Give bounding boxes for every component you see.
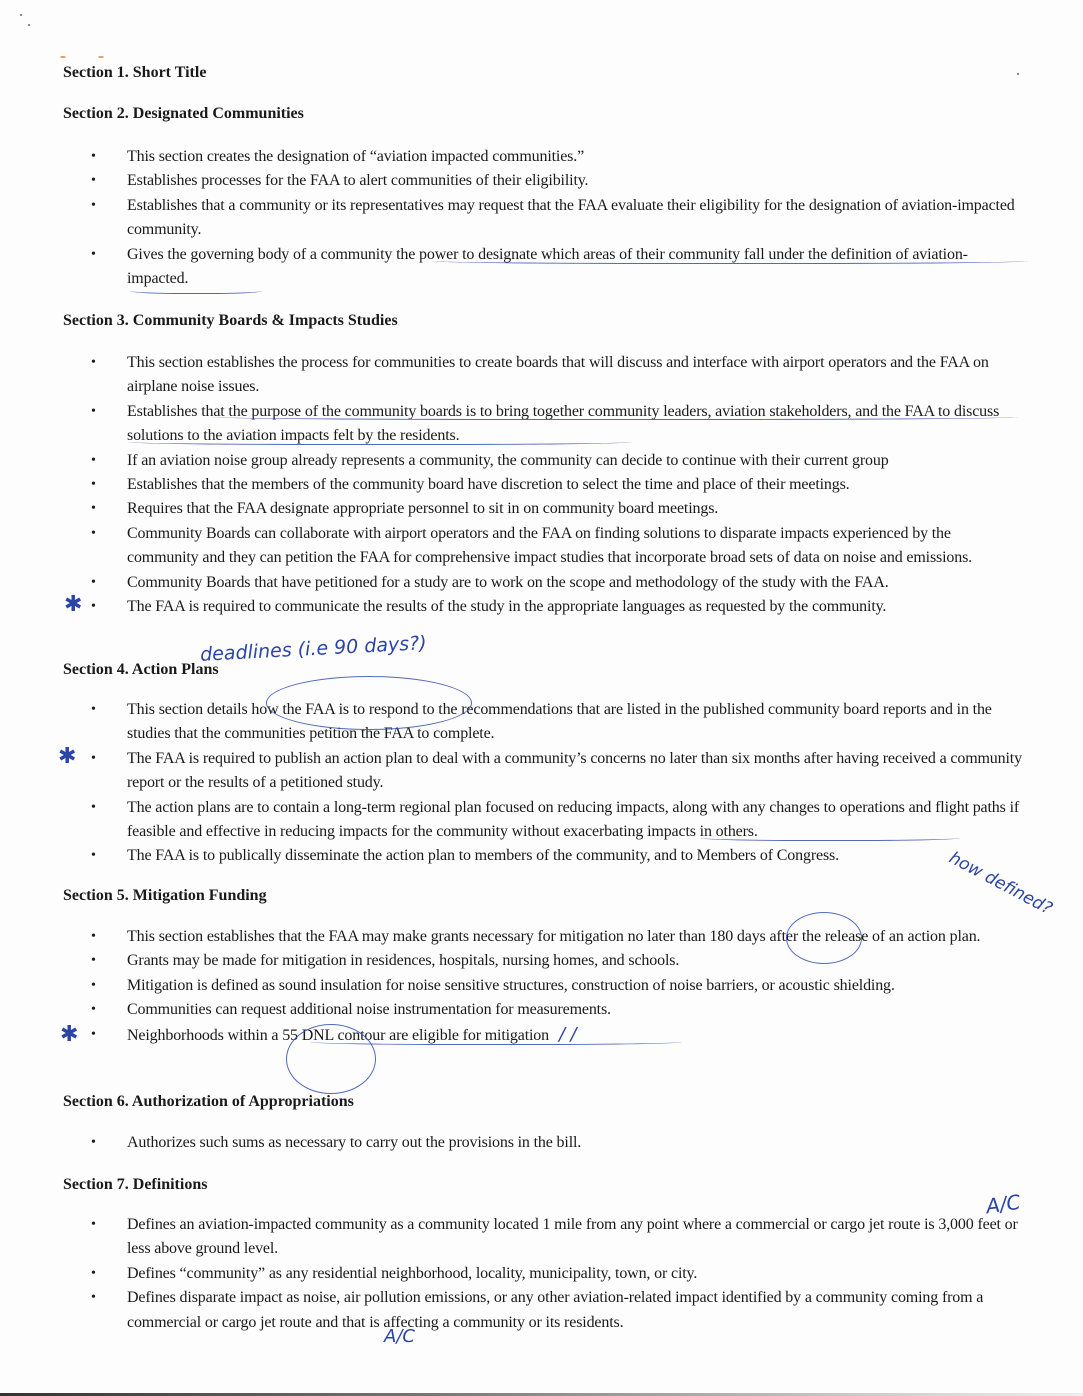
section-2-list (0, 145, 1083, 291)
handwritten-double-slash: / / (559, 1023, 577, 1045)
list-item: • This section creates the designation of “aviation impacted communities.” (0, 145, 1083, 169)
scan-speck (98, 56, 104, 58)
handwritten-how-defined-note: how defined? (945, 848, 1056, 920)
bullet-icon: • (91, 1002, 96, 1018)
bullet-icon: • (91, 197, 96, 213)
section-4-list (0, 698, 1083, 869)
list-item: • Community Boards can collaborate with airport operators and the FAA on finding solutions to disparate impacts experienced by the community and they can petition the FAA for comprehensive impact studies that incorporate broad sets of data on noise and emissions. (0, 522, 1083, 571)
bullet-icon: • (91, 1135, 96, 1150)
star-mark-icon: ✱ (58, 744, 77, 769)
scan-speck (20, 14, 22, 16)
section-5-list (0, 925, 1083, 1048)
bullet-icon: • (91, 452, 96, 468)
list-item: • Mitigation is defined as sound insulation for noise sensitive structures, construction of noise barriers, or acoustic shielding. (0, 974, 1083, 998)
star-mark-icon: ✱ (60, 1022, 79, 1047)
list-item: • Defines an aviation-impacted community as a community located 1 mile from any point where a commercial or cargo jet route is 3,000 feet or less above ground level. (0, 1213, 1083, 1262)
list-item: • Neighborhoods within a 55 DNL contour are eligible for mitigation / / (0, 1023, 1083, 1048)
bullet-icon: • (91, 929, 96, 944)
scan-speck (28, 24, 30, 26)
list-item: • Gives the governing body of a community the power to designate which areas of their community fall under the definition of aviation-impacted. (0, 243, 1083, 292)
bullet-icon: • (91, 1265, 96, 1281)
bullet-icon: • (91, 953, 96, 969)
list-item: • Defines “community” as any residential neighborhood, locality, municipality, town, or city. (0, 1262, 1083, 1286)
list-item: • This section establishes the process for communities to create boards that will discuss and interface with airport operators and the FAA on airplane noise issues. (0, 351, 1083, 400)
handwritten-ac-note: A/C (384, 1326, 415, 1347)
bullet-icon: • (91, 1217, 96, 1232)
list-item: • Establishes processes for the FAA to alert communities of their eligibility. (0, 169, 1083, 193)
list-item: • Community Boards that have petitioned for a study are to work on the scope and methodology of the study with the FAA. (0, 571, 1083, 595)
handwritten-deadlines-note: deadlines (i.e 90 days?) (199, 632, 428, 666)
scan-speck (1017, 73, 1019, 75)
list-item: • This section establishes that the FAA may make grants necessary for mitigation no later than 180 days after the release of an action plan. (0, 925, 1083, 949)
handwritten-underline (128, 440, 632, 445)
handwritten-underline (212, 415, 1018, 420)
bullet-icon: • (91, 599, 96, 615)
section-5-heading: Section 5. Mitigation Funding (63, 887, 267, 904)
bullet-icon: • (91, 1026, 96, 1042)
section-7-list (0, 1213, 1083, 1335)
handwritten-ac-note: A/C (984, 1189, 1022, 1219)
bullet-icon: • (91, 848, 96, 864)
list-item: • Requires that the FAA designate appropriate personnel to sit in on community board meetings. (0, 497, 1083, 521)
list-item: • This section details how the FAA is to respond to the recommendations that are listed in the published community board reports and in the studies that the communities petition the FAA to complete. (0, 698, 1083, 747)
list-item: • The action plans are to contain a long-term regional plan focused on reducing impacts, along with any changes to operations and flight paths if feasible and effective in reducing impacts for the community without exacerbating impacts in others. (0, 796, 1083, 845)
bullet-icon: • (91, 173, 96, 189)
bullet-icon: • (91, 403, 96, 419)
list-item: • Authorizes such sums as necessary to carry out the provisions in the bill. (0, 1131, 1083, 1155)
bullet-icon: • (91, 246, 96, 262)
bullet-icon: • (91, 977, 96, 993)
list-item: • If an aviation noise group already represents a community, the community can decide to continue with their current group (0, 449, 1083, 473)
list-item: • Establishes that a community or its representatives may request that the FAA evaluate their eligibility for the designation of aviation-impacted community. (0, 194, 1083, 243)
section-6-list (0, 1131, 1083, 1155)
scan-speck (60, 56, 66, 58)
handwritten-circle (266, 676, 472, 730)
list-item: • Grants may be made for mitigation in residences, hospitals, nursing homes, and schools. (0, 949, 1083, 973)
star-mark-icon: ✱ (64, 592, 83, 617)
section-3-heading: Section 3. Community Boards & Impacts Studies (63, 312, 398, 329)
handwritten-circle (286, 1024, 376, 1094)
bullet-icon: • (91, 525, 96, 541)
list-item: • The FAA is required to communicate the results of the study in the appropriate languages as requested by the community. (0, 595, 1083, 619)
handwritten-circle (786, 912, 862, 964)
bullet-icon: • (91, 149, 96, 164)
section-4-heading: Section 4. Action Plans (63, 661, 219, 678)
list-item: • The FAA is required to publish an action plan to deal with a community’s concerns no later than six months after having received a community report or the results of a petitioned study. (0, 747, 1083, 796)
section-1-heading: Section 1. Short Title (63, 64, 207, 81)
bullet-icon: • (91, 1290, 96, 1306)
section-2-heading: Section 2. Designated Communities (63, 105, 304, 122)
list-item: • Communities can request additional noise instrumentation for measurements. (0, 998, 1083, 1022)
section-3-list (0, 351, 1083, 619)
section-6-heading: Section 6. Authorization of Appropriations (63, 1093, 354, 1110)
bullet-icon: • (91, 702, 96, 717)
list-item: • Establishes that the purpose of the community boards is to bring together community leaders, aviation stakeholders, and the FAA to discuss solutions to the aviation impacts felt by the residents. (0, 400, 1083, 449)
bullet-icon: • (91, 477, 96, 493)
handwritten-underline (130, 289, 262, 294)
list-item: • Defines disparate impact as noise, air pollution emissions, or any other aviation-related impact identified by a community coming from a commercial or cargo jet route and that is affecting a community or its residents. (0, 1286, 1083, 1335)
bullet-icon: • (91, 355, 96, 370)
list-item: • Establishes that the members of the community board have discretion to select the time and place of their meetings. (0, 473, 1083, 497)
bullet-icon: • (91, 574, 96, 590)
list-item: • The FAA is to publically disseminate the action plan to members of the community, and to Members of Congress. (0, 844, 1083, 868)
bullet-icon: • (91, 799, 96, 815)
handwritten-underline (432, 259, 1028, 264)
handwritten-underline (700, 835, 960, 841)
section-7-heading: Section 7. Definitions (63, 1176, 208, 1193)
bullet-icon: • (91, 750, 96, 766)
bullet-icon: • (91, 501, 96, 517)
